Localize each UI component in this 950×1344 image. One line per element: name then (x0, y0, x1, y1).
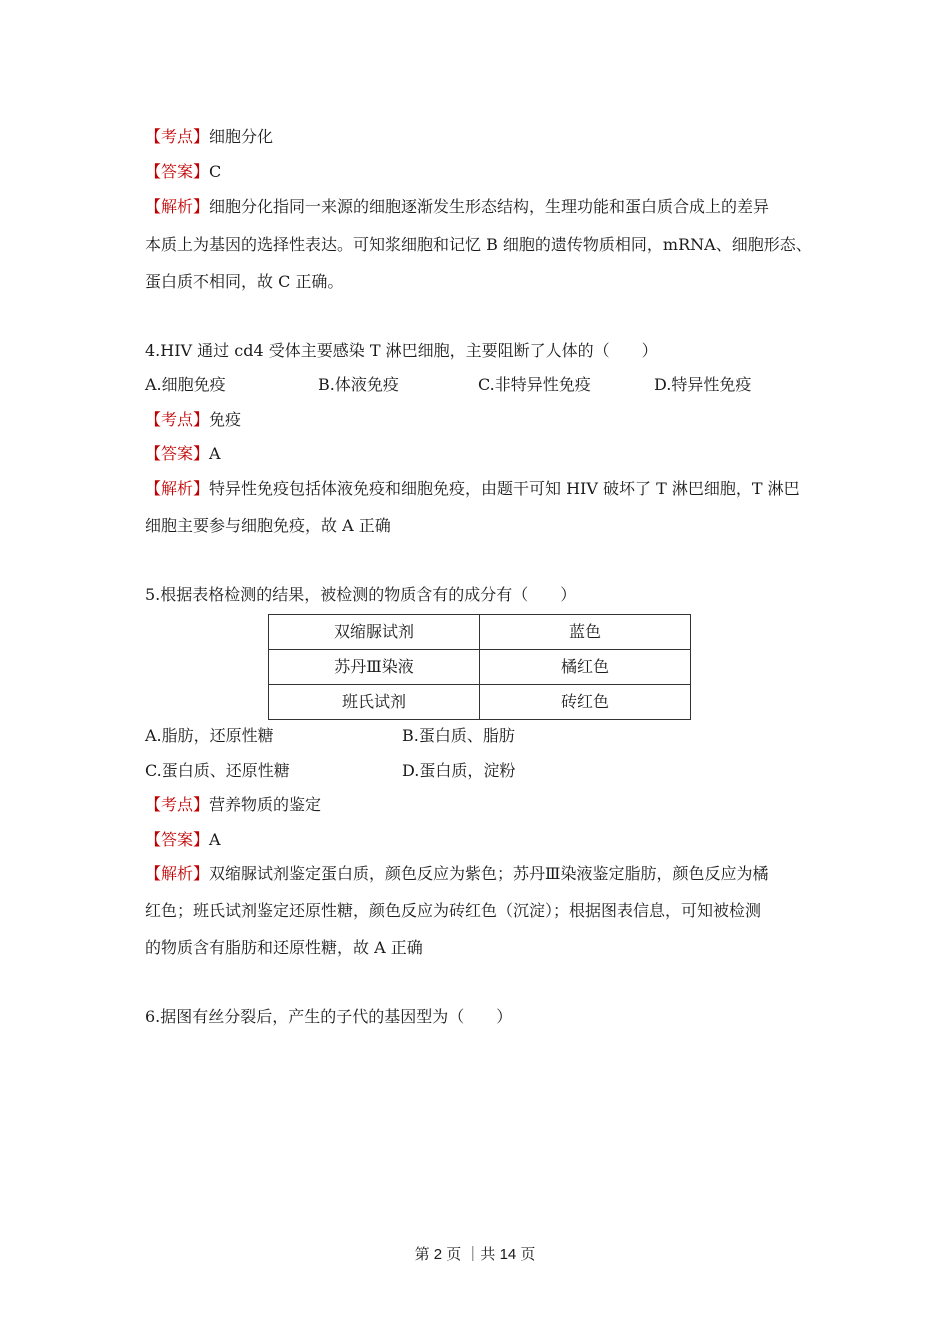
answer-tag: 【答案】 (145, 830, 210, 849)
q4-question: 4.HIV 通过 cd4 受体主要感染 T 淋巴细胞，主要阻断了人体的（ ） (145, 341, 658, 360)
analysis-tag: 【解析】 (145, 864, 210, 883)
q5-option-b: B.蛋白质、脂肪 (402, 726, 515, 745)
table-row (269, 685, 691, 720)
q4-analysis-line-1 (145, 478, 800, 500)
q3-answer-line (145, 161, 221, 183)
table-cell-reagent: 双缩脲试剂 (269, 615, 480, 650)
analysis-text: 细胞分化指同一来源的细胞逐渐发生形态结构，生理功能和蛋白质合成上的差异 (209, 197, 770, 216)
kaodian-tag: 【考点】 (145, 795, 210, 814)
q3-analysis-line-1 (145, 196, 769, 218)
q4-option-b: B.体液免疫 (318, 375, 399, 394)
table-cell-color: 橘红色 (480, 650, 691, 685)
q5-answer-line (145, 829, 221, 851)
q3-analysis-line-3: 蛋白质不相同，故 C 正确。 (145, 272, 344, 291)
table-row (269, 615, 691, 650)
q4-option-d: D.特异性免疫 (654, 375, 752, 394)
q5-option-c: C.蛋白质、还原性糖 (145, 761, 290, 780)
kaodian-text: 免疫 (209, 410, 242, 429)
answer-text: C (209, 162, 222, 181)
q4-kaodian-line (145, 409, 241, 431)
kaodian-text: 营养物质的鉴定 (209, 795, 322, 814)
q4-option-c: C.非特异性免疫 (478, 375, 591, 394)
q5-result-table (268, 614, 691, 720)
q4-answer-line (145, 443, 221, 465)
analysis-tag: 【解析】 (145, 197, 210, 216)
q5-option-d: D.蛋白质，淀粉 (402, 761, 516, 780)
table-cell-color: 砖红色 (480, 685, 691, 720)
page-footer: 第 2 页 ｜共 14 页 (414, 1246, 536, 1263)
answer-text: A (209, 830, 221, 849)
answer-text: A (209, 444, 221, 463)
kaodian-text: 细胞分化 (209, 127, 274, 146)
answer-tag: 【答案】 (145, 162, 210, 181)
q6-question: 6.据图有丝分裂后，产生的子代的基因型为（ ） (145, 1007, 513, 1026)
table-cell-reagent: 苏丹Ⅲ染液 (269, 650, 480, 685)
q4-option-a: A.细胞免疫 (145, 375, 226, 394)
q5-question: 5.根据表格检测的结果，被检测的物质含有的成分有（ ） (145, 585, 577, 604)
q5-kaodian-line (145, 794, 321, 816)
analysis-text: 特异性免疫包括体液免疫和细胞免疫，由题干可知 HIV 破坏了 T 淋巴细胞，T 淋巴 (209, 479, 800, 498)
table-cell-reagent: 班氏试剂 (269, 685, 480, 720)
q4-analysis-line-2: 细胞主要参与细胞免疫，故 A 正确 (145, 516, 391, 535)
q5-analysis-line-1 (145, 863, 768, 885)
answer-tag: 【答案】 (145, 444, 210, 463)
kaodian-tag: 【考点】 (145, 410, 210, 429)
q3-analysis-line-2: 本质上为基因的选择性表达。可知浆细胞和记忆 B 细胞的遗传物质相同，mRNA、细胞形态、 (145, 235, 812, 254)
table-row (269, 650, 691, 685)
q5-analysis-line-3: 的物质含有脂肪和还原性糖，故 A 正确 (145, 938, 423, 957)
kaodian-tag: 【考点】 (145, 127, 210, 146)
analysis-tag: 【解析】 (145, 479, 210, 498)
q5-analysis-line-2: 红色；班氏试剂鉴定还原性糖，颜色反应为砖红色（沉淀）；根据图表信息，可知被检测 (145, 901, 762, 920)
q3-kaodian-line (145, 126, 273, 148)
table-cell-color: 蓝色 (480, 615, 691, 650)
q5-option-a: A.脂肪，还原性糖 (145, 726, 274, 745)
analysis-text: 双缩脲试剂鉴定蛋白质，颜色反应为紫色；苏丹Ⅲ染液鉴定脂肪，颜色反应为橘 (209, 864, 769, 883)
